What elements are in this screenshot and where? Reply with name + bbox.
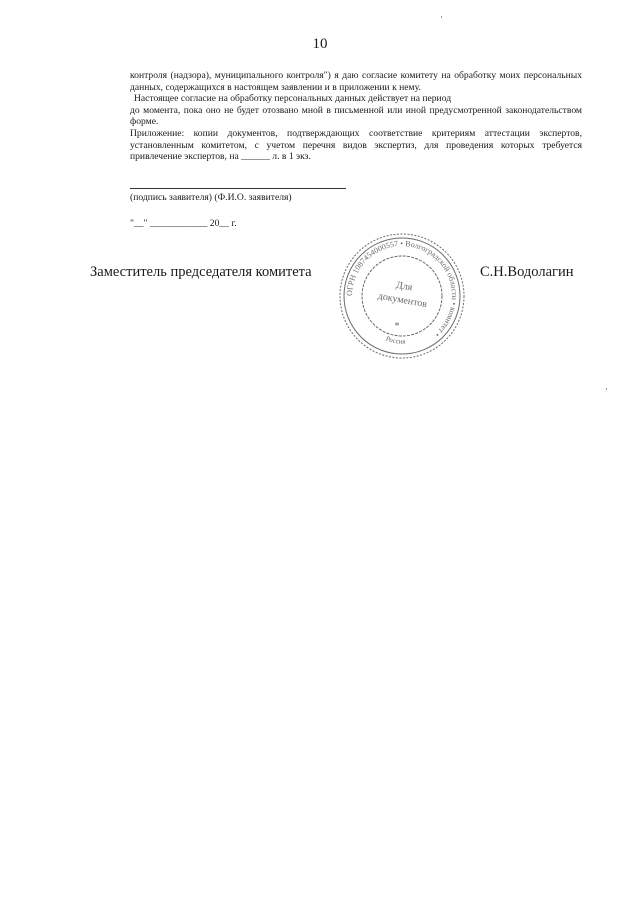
seal-star-icon: * [394,321,400,332]
signer-position: Заместитель председателя комитета [90,264,312,280]
signature-line [130,188,346,189]
scan-speck [606,388,607,390]
date-line: "__" ____________ 20__ г. [130,218,237,229]
seal-center-line1: Для [395,279,414,294]
consent-paragraph-1: контроля (надзора), муниципального контроля") я даю согласие комитету на обработку моих персональных данных, содержащихся в настоящем заявлении и в приложении к нему. [130,70,582,93]
signature-caption: (подпись заявителя) (Ф.И.О. заявителя) [130,192,292,203]
official-seal [337,231,467,361]
seal-center-line2: документов [376,290,428,311]
attachment-paragraph: Приложение: копии документов, подтверждающих соответствие критериям аттестации экспертов, установленным комитетом, с учетом перечня видов экспертиз, для проведения которых требуется привлечение экспертов, на ______ л. в 1 экз. [130,127,582,163]
consent-paragraph-3: до момента, пока оно не будет отозвано мной в письменной или иной предусмотренной законодательством форме. [130,104,582,128]
seal-bottom-text: Россия [384,334,406,346]
consent-paragraph-2: Настоящее согласие на обработку персональных данных действует на период [134,93,452,105]
scan-speck [441,16,442,18]
seal-ring-text: ОГРН 1087454000557 • Волгоградской области • комитет • [344,238,460,340]
page-number: 10 [312,36,328,52]
signer-name: С.Н.Водолагин [480,264,574,280]
consent-text [130,70,582,163]
